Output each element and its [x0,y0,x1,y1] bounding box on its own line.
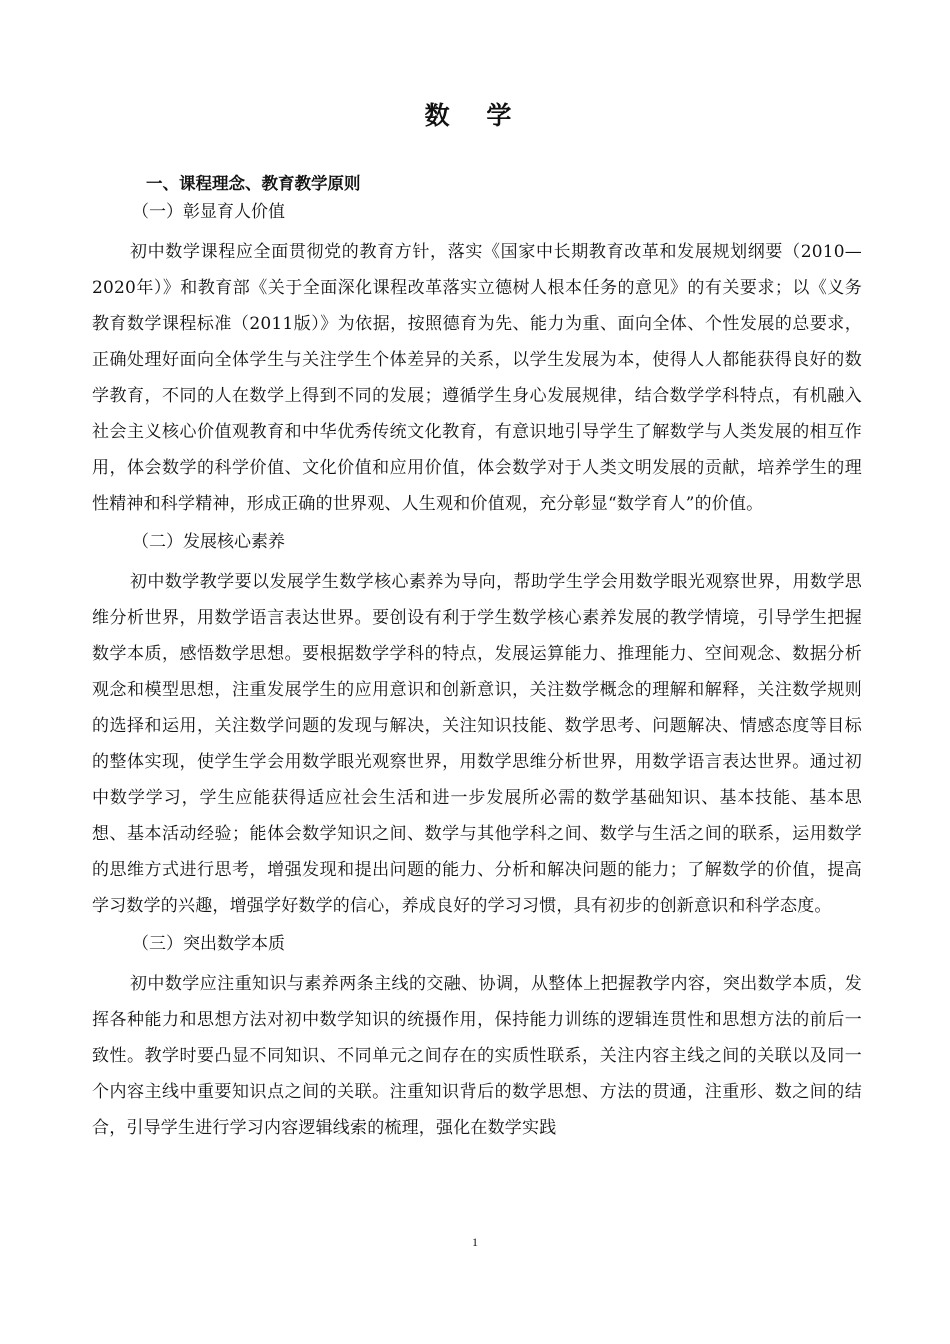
page-title: 数 学 [424,101,526,130]
paragraph-1: 初中数学课程应全面贯彻党的教育方针，落实《国家中长期教育改革和发展规划纲要（2010—2020年）》和教育部《关于全面深化课程改革落实立德树人根本任务的意见》的有关要求；以《义务教育数学课程标准（2011版）》为依据，按照德育为先、能力为重、面向全体、个性发展的总要求，正确处理好面向全体学生与关注学生个体差异的关系，以学生发展为本，使得人人都能获得良好的数学教育，不同的人在数学上得到不同的发展；遵循学生身心发展规律，结合数学学科特点，有机融入社会主义核心价值观教育和中华优秀传统文化教育，有意识地引导学生了解数学与人类发展的相互作用，体会数学的科学价值、文化价值和应用价值，体会数学对于人类文明发展的贡献，培养学生的理性精神和科学精神，形成正确的世界观、人生观和价值观，充分彰显“数学育人”的价值。 [92,242,862,514]
paragraph-3: 初中数学应注重知识与素养两条主线的交融、协调，从整体上把握教学内容，突出数学本质，发挥各种能力和思想方法对初中数学知识的统摄作用，保持能力训练的逻辑连贯性和思想方法的前后一致性。教学时要凸显不同知识、不同单元之间存在的实质性联系，关注内容主线之间的关联以及同一个内容主线中重要知识点之间的关联。注重知识背后的数学思想、方法的贯通，注重形、数之间的结合，引导学生进行学习内容逻辑线索的梳理，强化在数学实践 [92,974,862,1138]
section-heading: 一、课程理念、教育教学原则 [146,174,361,193]
subsection-heading-1: （一）彰显育人价值 [132,202,285,222]
subsection-heading-3: （三）突出数学本质 [132,934,285,954]
document-body [92,172,862,1154]
subsection-heading-2: （二）发展核心素养 [132,532,285,552]
paragraph-2: 初中数学教学要以发展学生数学核心素养为导向，帮助学生学会用数学眼光观察世界，用数学思维分析世界，用数学语言表达世界。要创设有利于学生数学核心素养发展的教学情境，引导学生把握数学本质，感悟数学思想。要根据数学学科的特点，发展运算能力、推理能力、空间观念、数据分析观念和模型思想，注重发展学生的应用意识和创新意识，关注数学概念的理解和解释，关注数学规则的选择和运用，关注数学问题的发现与解决，关注知识技能、数学思考、问题解决、情感态度等目标的整体实现，使学生学会用数学眼光观察世界，用数学思维分析世界，用数学语言表达世界。通过初中数学学习，学生应能获得适应社会生活和进一步发展所必需的数学基础知识、基本技能、基本思想、基本活动经验；能体会数学知识之间、数学与其他学科之间、数学与生活之间的联系，运用数学的思维方式进行思考，增强发现和提出问题的能力、分析和解决问题的能力；了解数学的价值，提高学习数学的兴趣，增强学好数学的信心，养成良好的学习习惯，具有初步的创新意识和科学态度。 [92,572,862,916]
page-number: 1 [472,1235,478,1249]
